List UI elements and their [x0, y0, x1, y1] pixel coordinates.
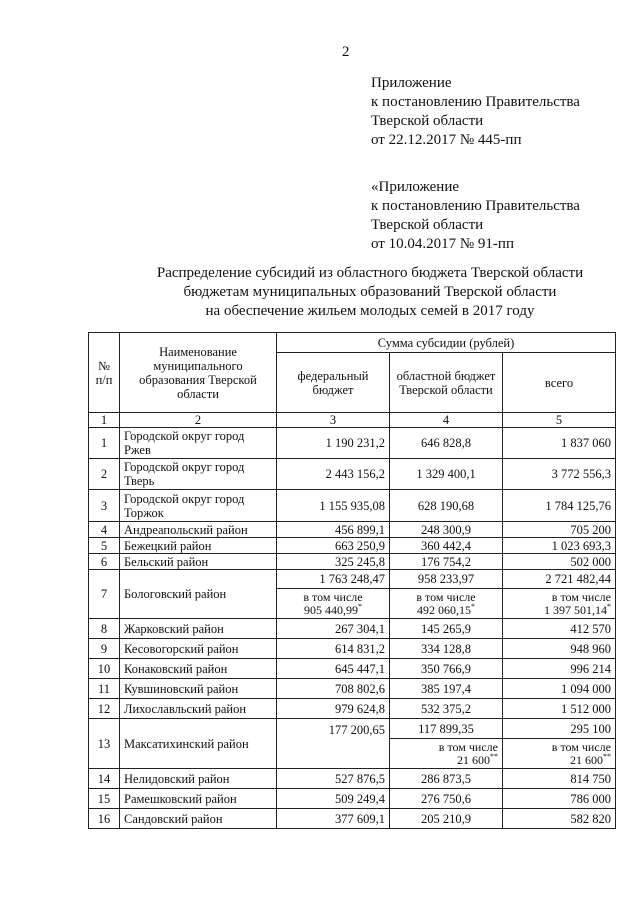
municipality-name: Сандовский район [120, 809, 277, 829]
total-value: 1 023 693,3 [503, 538, 616, 554]
col-number: 1 [89, 413, 120, 428]
regional-value: 286 873,5 [390, 769, 503, 789]
appendix-line: от 10.04.2017 № 91-пп [371, 236, 514, 252]
header-num: № п/п [89, 333, 120, 413]
sub-value: 905 440,99 [304, 602, 358, 617]
row-number: 14 [89, 769, 120, 789]
sub-label: в том числе [551, 739, 611, 754]
row-number: 8 [89, 619, 120, 639]
appendix-line: от 22.12.2017 № 445-пп [371, 132, 522, 148]
sub-value: 1 397 501,14 [544, 602, 607, 617]
row-number: 5 [89, 538, 120, 554]
table-row [89, 809, 616, 829]
appendix-line: Тверской области [371, 113, 484, 129]
regional-value: 532 375,2 [390, 699, 503, 719]
regional-value: 205 210,9 [390, 809, 503, 829]
federal-subvalue [277, 589, 390, 619]
regional-value: 350 766,9 [390, 659, 503, 679]
total-value: 582 820 [503, 809, 616, 829]
col-number: 3 [277, 413, 390, 428]
sub-label: в том числе [303, 589, 363, 604]
header-federal: федеральный бюджет [277, 353, 390, 413]
table-row [89, 679, 616, 699]
municipality-name: Рамешковский район [120, 789, 277, 809]
total-value: 814 750 [503, 769, 616, 789]
table-row [89, 428, 616, 459]
table-row [89, 459, 616, 490]
row-number: 10 [89, 659, 120, 679]
regional-value: 276 750,6 [390, 789, 503, 809]
footnote-mark: ** [603, 751, 611, 761]
appendix-line: Тверской области [371, 217, 484, 233]
appendix-current-header [371, 74, 580, 150]
footnote-mark: * [471, 601, 475, 611]
sub-label: в том числе [551, 589, 611, 604]
federal-value: 2 443 156,2 [277, 459, 390, 490]
municipality-name: Городской округ город Ржев [120, 428, 277, 459]
total-value: 412 570 [503, 619, 616, 639]
federal-value: 509 249,4 [277, 789, 390, 809]
subsidy-table [88, 332, 616, 829]
row-number: 11 [89, 679, 120, 699]
municipality-name: Кувшиновский район [120, 679, 277, 699]
row-number: 12 [89, 699, 120, 719]
total-value: 786 000 [503, 789, 616, 809]
municipality-name: Жарковский район [120, 619, 277, 639]
footnote-mark: ** [490, 751, 498, 761]
total-subvalue [503, 589, 616, 619]
col-number: 4 [390, 413, 503, 428]
total-value: 2 721 482,44 [503, 570, 616, 589]
municipality-name: Конаковский район [120, 659, 277, 679]
federal-value: 1 155 935,08 [277, 490, 390, 522]
header-regional: областной бюджет Тверской области [390, 353, 503, 413]
federal-value: 325 245,8 [277, 554, 390, 570]
row-number: 16 [89, 809, 120, 829]
row-number: 7 [89, 570, 120, 619]
regional-subvalue [390, 589, 503, 619]
total-subvalue [503, 739, 616, 769]
municipality-name: Бологовский район [120, 570, 277, 619]
municipality-name: Городской округ город Торжок [120, 490, 277, 522]
row-number: 1 [89, 428, 120, 459]
regional-value: 958 233,97 [390, 570, 503, 589]
table-row [89, 639, 616, 659]
federal-value: 645 447,1 [277, 659, 390, 679]
municipality-name: Максатихинский район [120, 719, 277, 769]
regional-value: 1 329 400,1 [390, 459, 503, 490]
federal-value: 1 190 231,2 [277, 428, 390, 459]
title-line: Распределение субсидий из областного бюджета Тверской области [156, 265, 584, 281]
total-value: 705 200 [503, 522, 616, 538]
regional-subvalue [390, 739, 503, 769]
total-value: 3 772 556,3 [503, 459, 616, 490]
title-line: бюджетам муниципальных образований Тверской области [183, 284, 557, 300]
municipality-name: Городской округ город Тверь [120, 459, 277, 490]
regional-value: 628 190,68 [390, 490, 503, 522]
col-number: 2 [120, 413, 277, 428]
municipality-name: Нелидовский район [120, 769, 277, 789]
federal-value: 663 250,9 [277, 538, 390, 554]
row-number: 6 [89, 554, 120, 570]
table-row [89, 570, 616, 589]
table-row [89, 538, 616, 554]
document-title [140, 264, 600, 321]
federal-value: 614 831,2 [277, 639, 390, 659]
table-row [89, 619, 616, 639]
municipality-name: Бельский район [120, 554, 277, 570]
regional-value: 145 265,9 [390, 619, 503, 639]
table-row [89, 769, 616, 789]
municipality-name: Андреапольский район [120, 522, 277, 538]
col-number: 5 [503, 413, 616, 428]
municipality-name: Бежецкий район [120, 538, 277, 554]
title-line: на обеспечение жильем молодых семей в 2017 году [205, 303, 535, 319]
municipality-name: Лихославльский район [120, 699, 277, 719]
regional-value: 646 828,8 [390, 428, 503, 459]
page-number: 2 [342, 44, 350, 60]
municipality-name: Кесовогорский район [120, 639, 277, 659]
header-name: Наименование муниципального образования Тверской области [120, 333, 277, 413]
federal-value: 708 802,6 [277, 679, 390, 699]
footnote-mark: * [358, 601, 362, 611]
regional-value: 360 442,4 [390, 538, 503, 554]
sub-value: 492 060,15 [417, 602, 471, 617]
sub-value: 21 600 [457, 752, 490, 767]
federal-value: 527 876,5 [277, 769, 390, 789]
appendix-original-header [371, 178, 580, 254]
table-row [89, 789, 616, 809]
total-value: 1 094 000 [503, 679, 616, 699]
row-number: 9 [89, 639, 120, 659]
total-value: 996 214 [503, 659, 616, 679]
appendix-line: «Приложение [371, 179, 460, 195]
header-total: всего [503, 353, 616, 413]
appendix-line: Приложение [371, 75, 452, 91]
table-row [89, 554, 616, 570]
row-number: 2 [89, 459, 120, 490]
table-row [89, 522, 616, 538]
federal-value: 979 624,8 [277, 699, 390, 719]
sub-label: в том числе [416, 589, 476, 604]
appendix-line: к постановлению Правительства [371, 198, 580, 214]
federal-value: 1 763 248,47 [277, 570, 390, 589]
sub-value: 21 600 [570, 752, 603, 767]
header-sum: Сумма субсидии (рублей) [277, 333, 616, 353]
table-row [89, 490, 616, 522]
federal-value: 377 609,1 [277, 809, 390, 829]
footnote-mark: * [607, 601, 611, 611]
regional-value: 248 300,9 [390, 522, 503, 538]
row-number: 4 [89, 522, 120, 538]
row-number: 13 [89, 719, 120, 769]
total-value: 1 784 125,76 [503, 490, 616, 522]
row-number: 3 [89, 490, 120, 522]
table-row [89, 699, 616, 719]
federal-value: 456 899,1 [277, 522, 390, 538]
total-value: 502 000 [503, 554, 616, 570]
total-value: 948 960 [503, 639, 616, 659]
table-row [89, 659, 616, 679]
total-value: 295 100 [503, 719, 616, 739]
regional-value: 385 197,4 [390, 679, 503, 699]
appendix-line: к постановлению Правительства [371, 94, 580, 110]
sub-label: в том числе [438, 739, 498, 754]
federal-value: 177 200,65 [277, 719, 390, 769]
total-value: 1 512 000 [503, 699, 616, 719]
regional-value: 176 754,2 [390, 554, 503, 570]
regional-value: 334 128,8 [390, 639, 503, 659]
table-row [89, 719, 616, 739]
regional-value: 117 899,35 [390, 719, 503, 739]
total-value: 1 837 060 [503, 428, 616, 459]
row-number: 15 [89, 789, 120, 809]
federal-value: 267 304,1 [277, 619, 390, 639]
